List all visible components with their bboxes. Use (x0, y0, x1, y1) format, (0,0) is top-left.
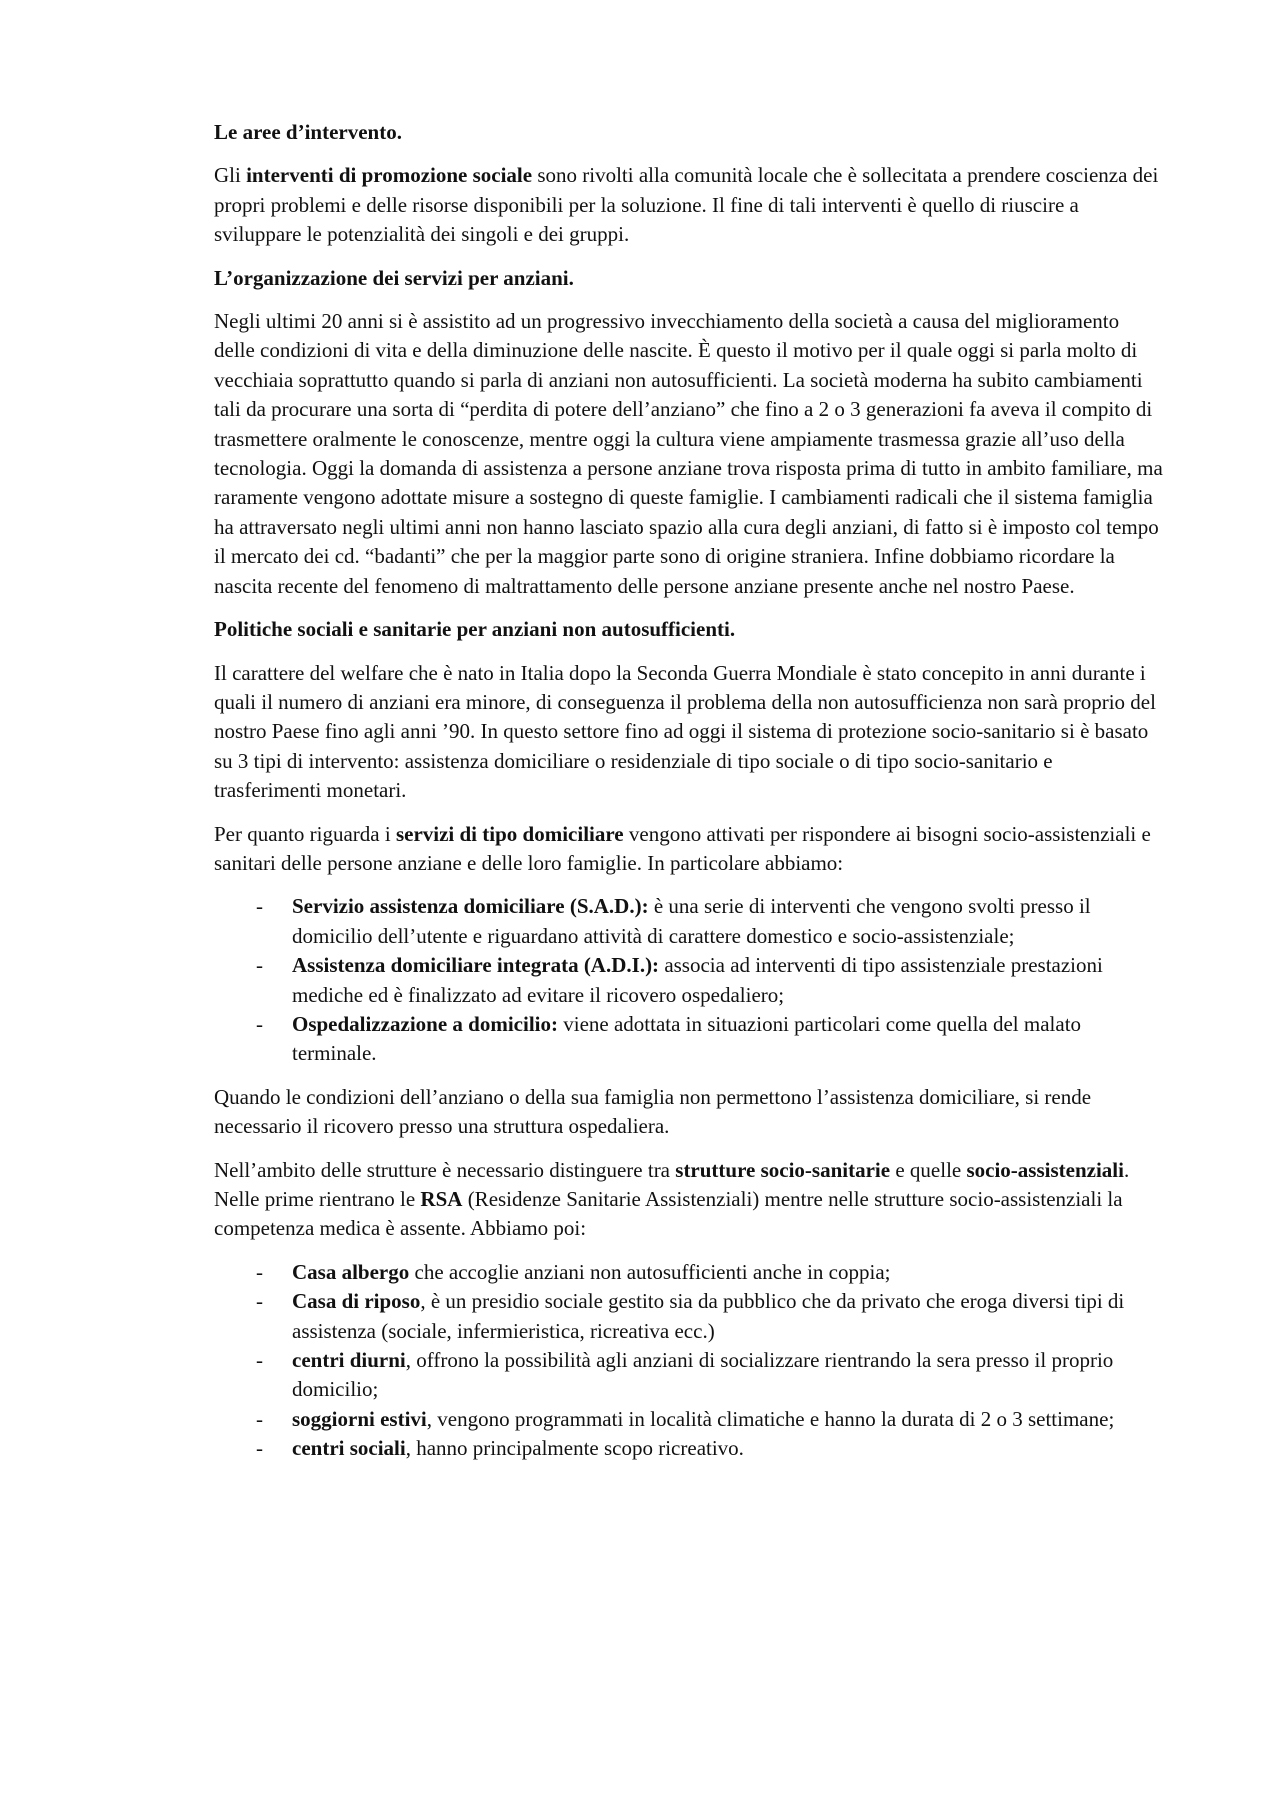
list-item: - Assistenza domiciliare integrata (A.D.I.): associa ad interventi di tipo assistenziale prestazioni mediche ed è finalizzato ad evitare il ricovero ospedaliero; (256, 953, 1103, 1007)
document-page (214, 118, 1164, 1478)
dash-bullet: - (256, 1406, 263, 1431)
heading-politiche-sociali: Politiche sociali e sanitarie per anziani non autosufficienti. (214, 617, 736, 642)
dash-bullet: - (256, 1011, 263, 1036)
dash-bullet: - (256, 1348, 263, 1373)
paragraph-invecchiamento: Negli ultimi 20 anni si è assistito ad un progressivo invecchiamento della società a causa del miglioramento delle condizioni di vita e della diminuzione delle nascite. È questo il motivo per il quale oggi si parla molto di vecchiaia soprattutto quando si parla di anziani non autosufficienti. La società moderna ha subito cambiamenti tali da procurare una sorta di “perdita di potere dell’anziano” che fino a 2 o 3 generazioni fa aveva il compito di trasmettere oralmente le conoscenze, mentre oggi la cultura viene ampiamente trasmessa grazie all’uso della tecnologia. Oggi la domanda di assistenza a persone anziane trova risposta prima di tutto in ambito familiare, ma raramente vengono adottate misure a sostegno di queste famiglie. I cambiamenti radicali che il sistema famiglia ha attraversato negli ultimi anni non hanno lasciato spazio alla cura degli anziani, di fatto si è imposto col tempo il mercato dei cd. “badanti” che per la maggior parte sono di origine straniera. Infine dobbiamo ricordare la nascita recente del fenomeno di maltrattamento delle persone anziane presente anche nel nostro Paese. (214, 309, 1163, 598)
paragraph-strutture: Nell’ambito delle strutture è necessario distinguere tra strutture socio-sanitarie e quelle socio-assistenziali. Nelle prime rientrano le RSA (Residenze Sanitarie Assistenziali) mentre nelle strutture socio-assistenziali la competenza medica è assente. Abbiamo poi: (214, 1157, 1130, 1241)
list-item: - centri diurni, offrono la possibilità agli anziani di socializzare rientrando la sera presso il proprio domicilio; (256, 1348, 1114, 1402)
list-servizi-domiciliari (214, 892, 1164, 1068)
list-item: - soggiorni estivi, vengono programmati in località climatiche e hanno la durata di 2 o 3 settimane; (214, 1405, 1164, 1434)
list-item: - Casa di riposo, è un presidio sociale gestito sia da pubblico che da privato che eroga diversi tipi di assistenza (sociale, infermieristica, ricreativa ecc.) (256, 1289, 1125, 1343)
list-item: - Ospedalizzazione a domicilio: viene adottata in situazioni particolari come quella del malato terminale. (256, 1011, 1082, 1066)
paragraph-servizi-domiciliari: Per quanto riguarda i servizi di tipo domiciliare vengono attivati per rispondere ai bisogni socio-assistenziali e sanitari delle persone anziane e delle loro famiglie. In particolare abbiamo: (214, 821, 1151, 875)
paragraph-ricovero: Quando le condizioni dell’anziano o della sua famiglia non permettono l’assistenza domiciliare, si rende necessario il ricovero presso una struttura ospedaliera. (214, 1084, 1092, 1139)
heading-organizzazione-servizi: L’organizzazione dei servizi per anziani. (214, 265, 574, 290)
dash-bullet: - (256, 1436, 263, 1461)
list-strutture (214, 1258, 1164, 1464)
list-item: - centri sociali, hanno principalmente scopo ricreativo. (214, 1434, 1164, 1463)
list-item: - Servizio assistenza domiciliare (S.A.D.): è una serie di interventi che vengono svolti presso il domicilio dell’utente e riguardano attività di carattere domestico e socio-assistenziale; (256, 894, 1091, 948)
heading-aree-intervento: Le aree d’intervento. (214, 120, 402, 144)
list-item: - Casa albergo che accoglie anziani non autosufficienti anche in coppia; (214, 1258, 1164, 1287)
dash-bullet: - (256, 953, 263, 978)
paragraph-welfare: Il carattere del welfare che è nato in Italia dopo la Seconda Guerra Mondiale è stato concepito in anni durante i quali il numero di anziani era minore, di conseguenza il problema della non autosufficienza non sarà proprio del nostro Paese fino agli anni ’90. In questo settore fino ad oggi il sistema di protezione socio-sanitario si è basato su 3 tipi di intervento: assistenza domiciliare o residenziale di tipo sociale o di tipo socio-sanitario e trasferimenti monetari. (214, 660, 1156, 803)
dash-bullet: - (256, 1259, 263, 1284)
dash-bullet: - (256, 1289, 263, 1314)
paragraph-promozione-sociale: Gli interventi di promozione sociale sono rivolti alla comunità locale che è sollecitata a prendere coscienza dei propri problemi e delle risorse disponibili per la soluzione. Il fine di tali interventi è quello di riuscire a sviluppare le potenzialità dei singoli e dei gruppi. (214, 163, 1159, 247)
dash-bullet: - (256, 894, 263, 919)
